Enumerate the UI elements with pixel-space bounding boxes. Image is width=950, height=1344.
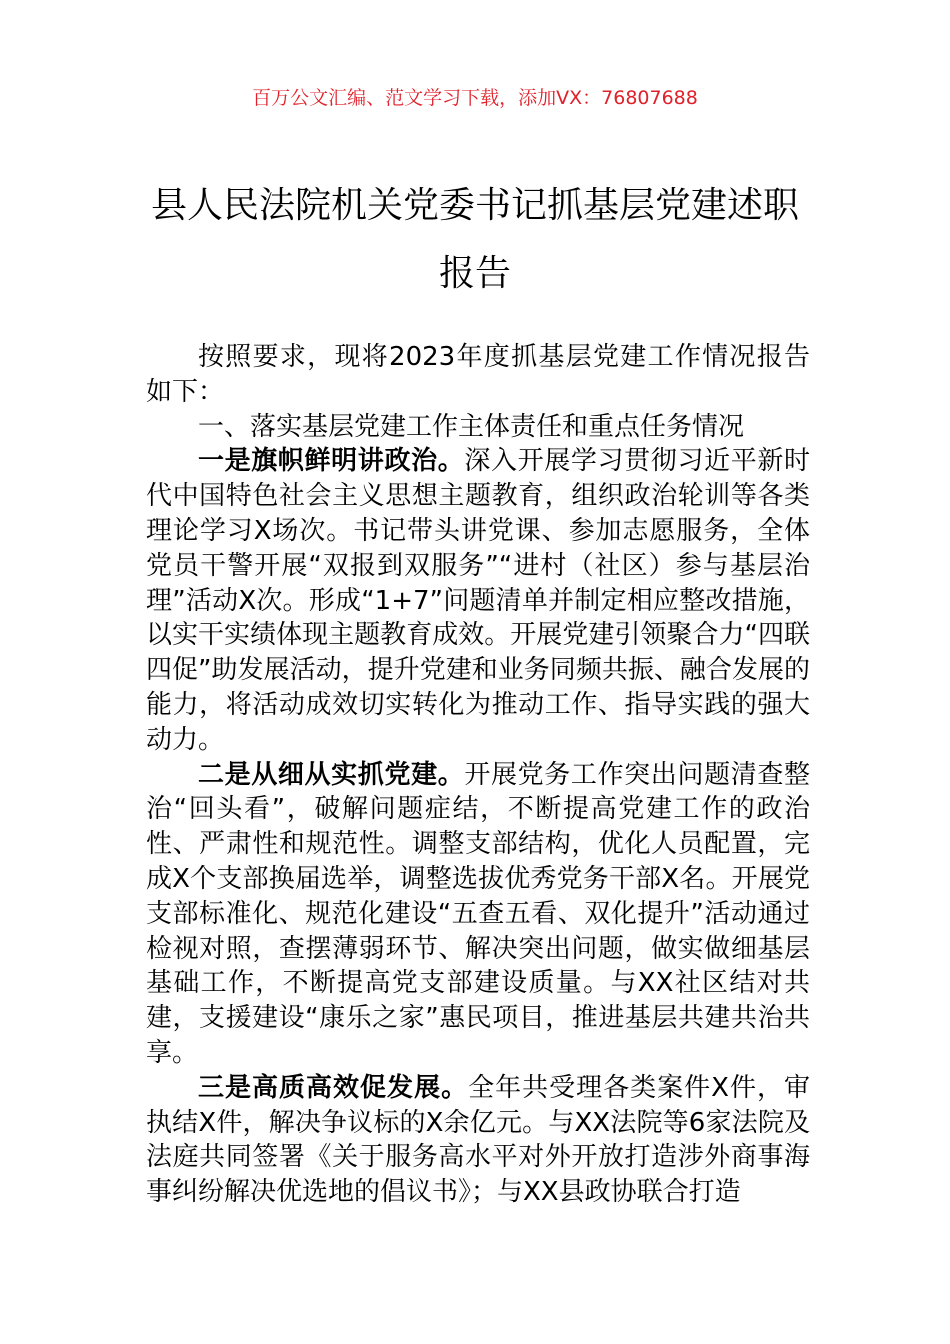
section-heading: 一、落实基层党建工作主体责任和重点任务情况	[198, 411, 745, 442]
document-title: 县人民法院机关党委书记抓基层党建述职报告	[150, 185, 799, 294]
paragraph-3	[146, 1071, 810, 1210]
paragraph-3-text: 全年共受理各类案件X件，审执结X件，解决争议标的X余亿元。与XX法院等6家法院及法庭共同签署《关于服务高水平对外开放打造涉外商事海事纠纷解决优选地的倡议书》；与XX县政协联合打造	[146, 1072, 810, 1208]
paragraph-1-lead: 一是旗帜鲜明讲政治。	[198, 446, 465, 477]
paragraph-3-lead: 三是高质高效促发展。	[198, 1072, 469, 1103]
intro-paragraph: 按照要求，现将2023年度抓基层党建工作情况报告如下：	[146, 342, 810, 407]
paragraph-1-text: 深入开展学习贯彻习近平新时代中国特色社会主义思想主题教育，组织政治轮训等各类理论学习X场次。书记带头讲党课、参加志愿服务，全体党员干警开展“双报到双服务”“进村（社区）参与基层治理”活动X次。形成“1+7”问题清单并制定相应整改措施，以实干实绩体现主题教育成效。开展党建引领聚合力“四联四促”助发展活动，提升党建和业务同频共振、融合发展的能力，将活动成效切实转化为推动工作、指导实践的强大动力。	[146, 446, 810, 755]
document-body	[146, 340, 810, 1210]
header-note: 百万公文汇编、范文学习下载，添加VX：76807688	[252, 87, 698, 109]
paragraph-2	[146, 758, 810, 1071]
paragraph-2-lead: 二是从细从实抓党建。	[198, 759, 465, 790]
paragraph-2-text: 开展党务工作突出问题清查整治“回头看”，破解问题症结，不断提高党建工作的政治性、严肃性和规范性。调整支部结构，优化人员配置，完成X个支部换届选举，调整选拔优秀党务干部X名。开展党支部标准化、规范化建设“五查五看、双化提升”活动通过检视对照，查摆薄弱环节、解决突出问题，做实做细基层基础工作，不断提高党支部建设质量。与XX社区结对共建，支援建设“康乐之家”惠民项目，推进基层共建共治共享。	[146, 759, 810, 1068]
paragraph-1	[146, 444, 810, 757]
